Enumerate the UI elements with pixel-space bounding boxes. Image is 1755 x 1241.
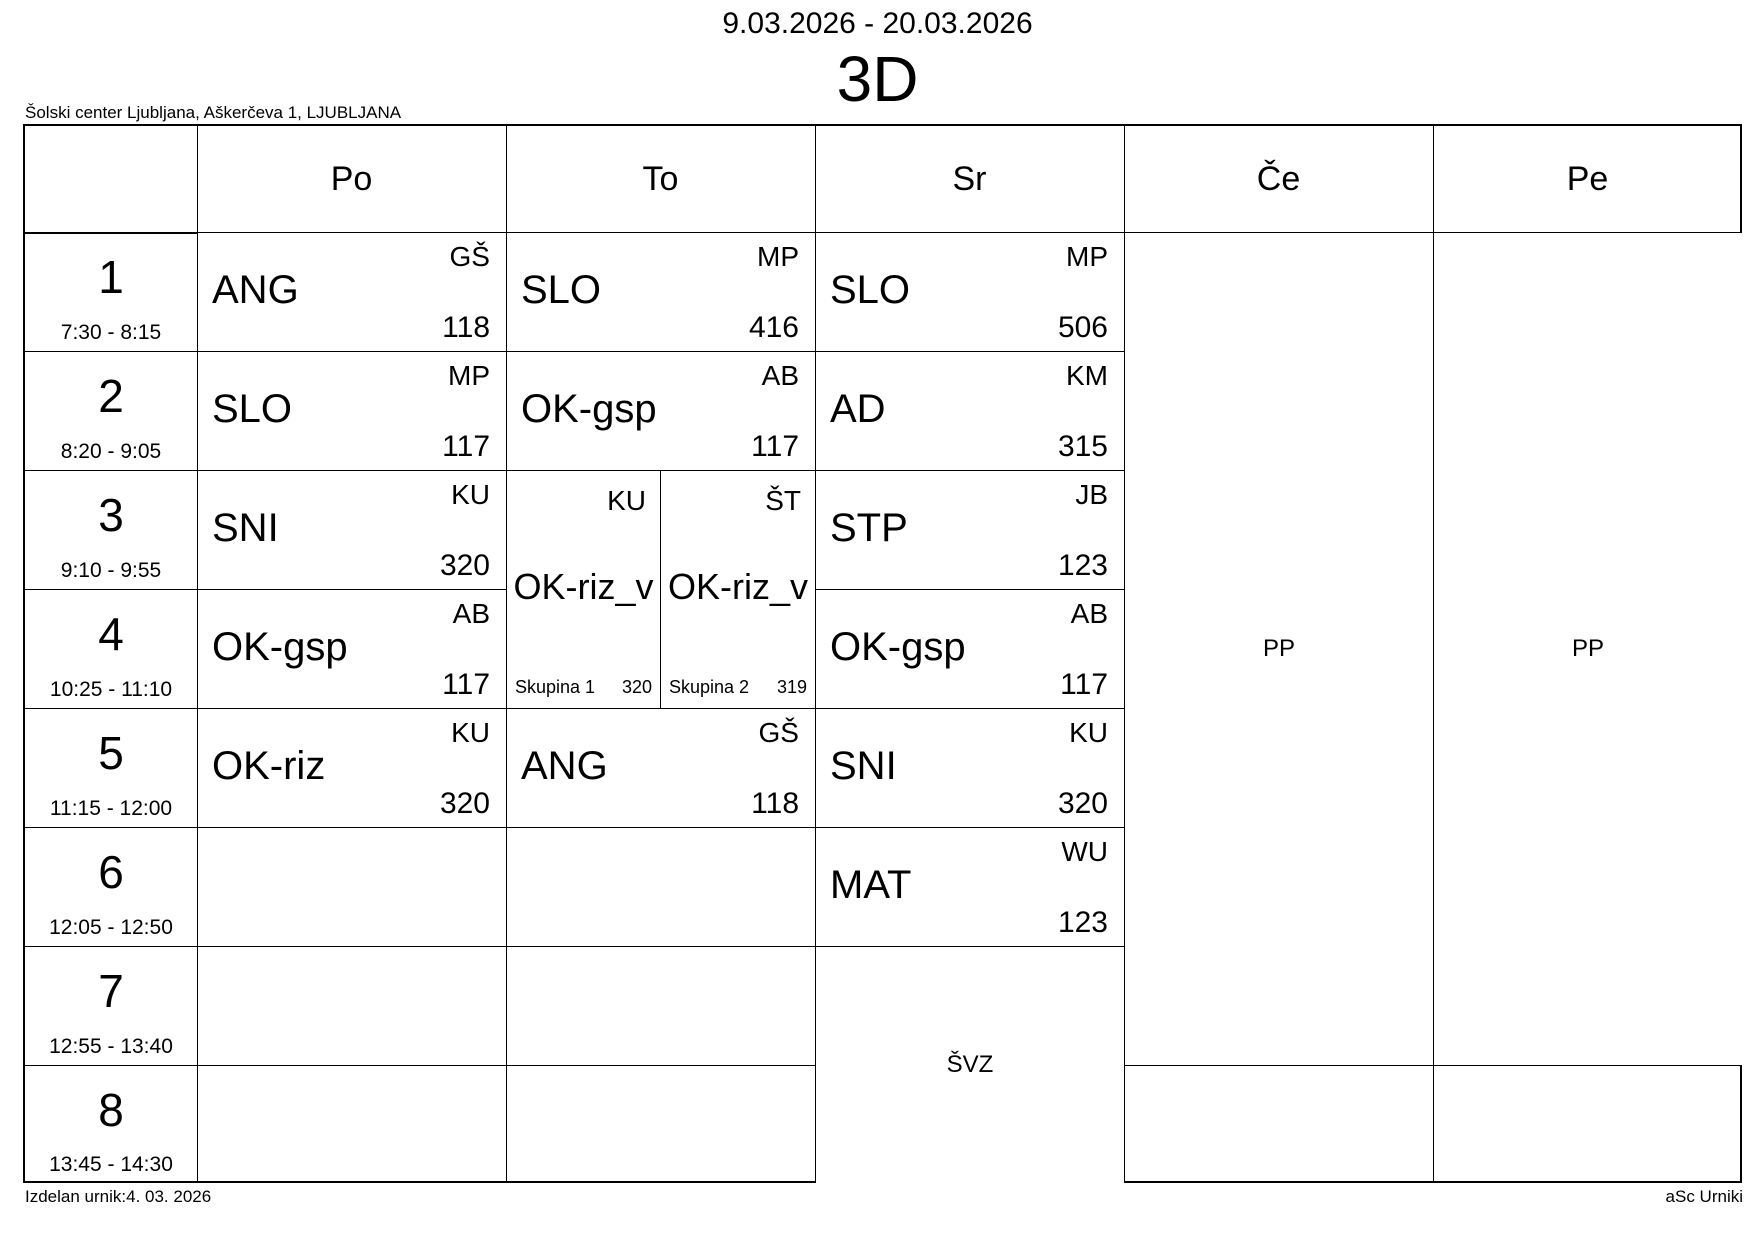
period-time: 10:25 - 11:10 xyxy=(49,678,173,701)
lesson-teacher: KU xyxy=(451,479,490,510)
school-name: Šolski center Ljubljana, Aškerčeva 1, LJUBLJANA xyxy=(25,103,402,122)
lesson-cell xyxy=(507,233,815,351)
period-number: 8 xyxy=(98,1084,124,1136)
lesson-room: 118 xyxy=(751,787,799,820)
lesson-teacher: ŠT xyxy=(765,485,801,516)
lesson-cell xyxy=(816,709,1124,827)
lesson-cell xyxy=(816,828,1124,946)
lesson-subject: MAT xyxy=(830,863,912,907)
lesson-teacher: MP xyxy=(448,360,490,391)
lesson-teacher: AB xyxy=(1070,598,1108,629)
lesson-subject: SNI xyxy=(212,506,279,550)
lesson-room: 416 xyxy=(748,311,799,344)
lesson-subject: AD xyxy=(830,387,886,431)
lesson-room: 123 xyxy=(1057,549,1108,582)
lesson-teacher: AB xyxy=(761,360,799,391)
period-time: 9:10 - 9:55 xyxy=(60,559,162,582)
lesson-room: 506 xyxy=(1057,311,1108,344)
group-lesson-cell xyxy=(507,471,661,708)
period-time: 7:30 - 8:15 xyxy=(60,321,162,344)
block-pp-pe: PP xyxy=(1434,233,1742,1065)
lesson-room: 320 xyxy=(1057,787,1108,820)
lesson-teacher: WU xyxy=(1061,836,1108,867)
period-number: 1 xyxy=(98,251,124,303)
lesson-subject: SLO xyxy=(521,268,602,312)
period-5 xyxy=(25,708,197,827)
lesson-cell xyxy=(198,471,506,589)
period-8 xyxy=(25,1065,197,1183)
block-pp-ce: PP xyxy=(1125,233,1433,1065)
day-header-po: Po xyxy=(330,159,373,198)
lesson-cell xyxy=(816,352,1124,470)
lesson-cell xyxy=(198,233,506,351)
period-4 xyxy=(25,589,197,708)
day-header-pe: Pe xyxy=(1566,159,1609,198)
lesson-teacher: JB xyxy=(1075,479,1108,510)
lesson-group: Skupina 1 xyxy=(515,677,596,697)
period-number: 7 xyxy=(98,965,124,1017)
period-7 xyxy=(25,946,197,1065)
period-number: 5 xyxy=(98,727,124,779)
lesson-subject: ANG xyxy=(212,268,299,312)
period-time: 11:15 - 12:00 xyxy=(49,797,173,820)
date-range: 9.03.2026 - 20.03.2026 xyxy=(722,7,1033,40)
lesson-room: 320 xyxy=(439,549,490,582)
lesson-room: 117 xyxy=(442,430,490,463)
lesson-teacher: KM xyxy=(1066,360,1108,391)
lesson-cell xyxy=(816,233,1124,351)
lesson-cell xyxy=(198,709,506,827)
lesson-cell xyxy=(198,352,506,470)
period-time: 12:55 - 13:40 xyxy=(49,1035,173,1058)
lesson-subject: SLO xyxy=(212,387,293,431)
lesson-subject: SLO xyxy=(830,268,911,312)
lesson-subject: OK-gsp xyxy=(830,625,966,669)
lesson-subject: SNI xyxy=(830,744,897,788)
lesson-subject: STP xyxy=(830,506,908,550)
lesson-room: 117 xyxy=(1060,668,1108,701)
period-3 xyxy=(25,470,197,589)
lesson-room: 319 xyxy=(776,677,807,697)
lesson-teacher: KU xyxy=(607,485,646,516)
lesson-cell xyxy=(816,590,1124,708)
period-time: 12:05 - 12:50 xyxy=(49,916,173,939)
day-header-ce: Če xyxy=(1256,159,1301,198)
timetable-grid xyxy=(23,124,1742,1183)
period-number: 6 xyxy=(98,846,124,898)
lesson-teacher: AB xyxy=(452,598,490,629)
lesson-room: 320 xyxy=(621,677,652,697)
lesson-room: 123 xyxy=(1057,906,1108,939)
lesson-room: 118 xyxy=(442,311,490,344)
lesson-room: 320 xyxy=(439,787,490,820)
lesson-subject: OK-gsp xyxy=(212,625,348,669)
day-header-sr: Sr xyxy=(952,159,987,198)
period-number: 3 xyxy=(98,489,124,541)
lesson-room: 315 xyxy=(1057,430,1108,463)
period-2 xyxy=(25,351,197,470)
lesson-cell xyxy=(507,709,815,827)
class-name: 3D xyxy=(836,43,919,115)
lesson-subject: OK-gsp xyxy=(521,387,657,431)
created-date: Izdelan urnik:4. 03. 2026 xyxy=(25,1187,212,1206)
lesson-subject: ANG xyxy=(521,744,608,788)
lesson-teacher: MP xyxy=(757,241,799,272)
lesson-teacher: GŠ xyxy=(758,717,799,748)
lesson-group: Skupina 2 xyxy=(669,677,750,697)
lesson-teacher: MP xyxy=(1066,241,1108,272)
day-header-to: To xyxy=(642,159,679,198)
lesson-cell xyxy=(198,590,506,708)
lesson-subject: OK-riz_v xyxy=(667,566,808,607)
lesson-teacher: KU xyxy=(451,717,490,748)
period-number: 4 xyxy=(98,608,124,660)
group-lesson-cell xyxy=(661,471,815,708)
software-credit: aSc Urniki xyxy=(1665,1187,1743,1206)
lesson-cell xyxy=(507,352,815,470)
lesson-subject: OK-riz xyxy=(212,744,326,788)
lesson-teacher: KU xyxy=(1069,717,1108,748)
lesson-subject: OK-riz_v xyxy=(513,566,654,607)
period-1 xyxy=(25,232,197,351)
lesson-teacher: GŠ xyxy=(449,241,490,272)
lesson-cell xyxy=(816,471,1124,589)
lesson-room: 117 xyxy=(751,430,799,463)
period-6 xyxy=(25,827,197,946)
lesson-room: 117 xyxy=(442,668,490,701)
period-time: 13:45 - 14:30 xyxy=(49,1153,173,1176)
period-time: 8:20 - 9:05 xyxy=(60,440,162,463)
period-number: 2 xyxy=(98,370,124,422)
block-svz: ŠVZ xyxy=(816,947,1124,1183)
